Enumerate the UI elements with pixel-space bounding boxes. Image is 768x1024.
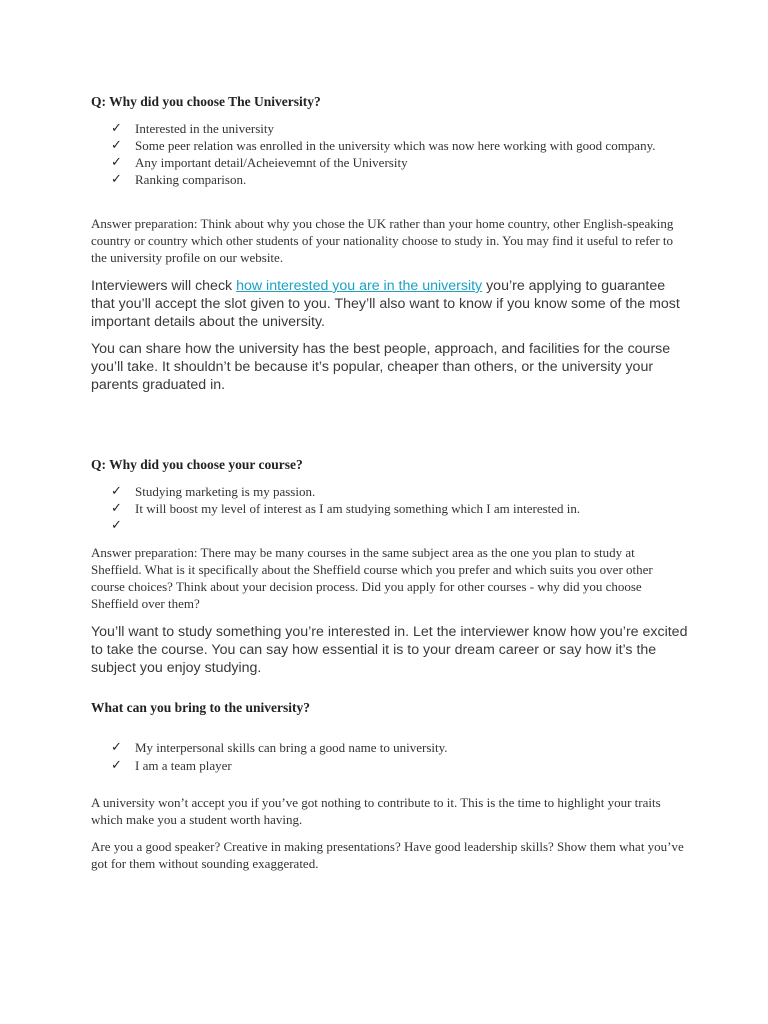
share-university-paragraph: You can share how the university has the best people, approach, and facilities for the course you’ll take. It shouldn’t be because it’s popular, cheaper than others, or the university your parents graduated in. [91, 341, 671, 393]
interviewer-check-paragraph: Interviewers will check how interested you are in the university you’re applying to guarantee that you’ll accept the slot given to you. They’ll also want to know if you know some of the most important details about the university. [91, 278, 680, 330]
checkmark-icon: ✓ [111, 138, 122, 153]
list-item: ✓ Ranking comparison. [111, 172, 247, 187]
checklist-course-reasons [91, 483, 691, 534]
checklist-contributions [91, 739, 691, 774]
list-item [91, 517, 691, 534]
question-what-can-you-bring: What can you bring to the university? [91, 700, 311, 715]
contribute-paragraph: A university won’t accept you if you’ve got nothing to contribute to it. This is the time to highlight your traits which make you a student worth having. [91, 795, 661, 827]
list-item: ✓ It will boost my level of interest as I am studying something which I am interested in. [111, 501, 581, 516]
question-why-university: Q: Why did you choose The University? [91, 94, 321, 109]
checkmark-icon: ✓ [111, 740, 122, 755]
checkmark-icon: ✓ [111, 172, 122, 187]
answer-preparation-course: Answer preparation: There may be many courses in the same subject area as the one you plan to study at Sheffield. What is it specifically about the Sheffield course which you prefer and which suits you over other course choices? Think about your decision process. Did you apply for other courses - why did you choose Sheffield over them? [91, 545, 653, 611]
checkmark-icon: ✓ [111, 484, 122, 499]
good-speaker-paragraph: Are you a good speaker? Creative in making presentations? Have good leadership skills? Show them what you’ve got for them without sounding exaggerated. [91, 839, 684, 871]
interest-link[interactable]: how interested you are in the university [236, 278, 483, 294]
list-item: ✓ I am a team player [111, 758, 232, 773]
checkmark-icon: ✓ [111, 155, 122, 170]
checklist-university-reasons [91, 120, 691, 188]
checkmark-icon: ✓ [111, 758, 122, 773]
checkmark-icon: ✓ [111, 121, 122, 136]
checkmark-icon: ✓ [111, 501, 122, 516]
list-item: ✓ Interested in the university [111, 121, 274, 136]
list-item: ✓ My interpersonal skills can bring a good name to university. [111, 740, 448, 755]
question-why-course: Q: Why did you choose your course? [91, 457, 303, 472]
checkmark-icon: ✓ [111, 518, 122, 533]
study-interest-paragraph: You’ll want to study something you’re interested in. Let the interviewer know how you’re excited to take the course. You can say how essential it is to your dream career or say how it’s the subject you enjoy studying. [91, 624, 688, 676]
list-item: ✓ Any important detail/Acheievemnt of the University [111, 155, 408, 170]
list-item: ✓ Studying marketing is my passion. [111, 484, 316, 499]
list-item: ✓ Some peer relation was enrolled in the university which was now here working with good company. [111, 138, 656, 153]
answer-preparation-university: Answer preparation: Think about why you chose the UK rather than your home country, other English-speaking country or country which other students of your nationality choose to study in. You may find it useful to refer to the university profile on our website. [91, 216, 674, 265]
